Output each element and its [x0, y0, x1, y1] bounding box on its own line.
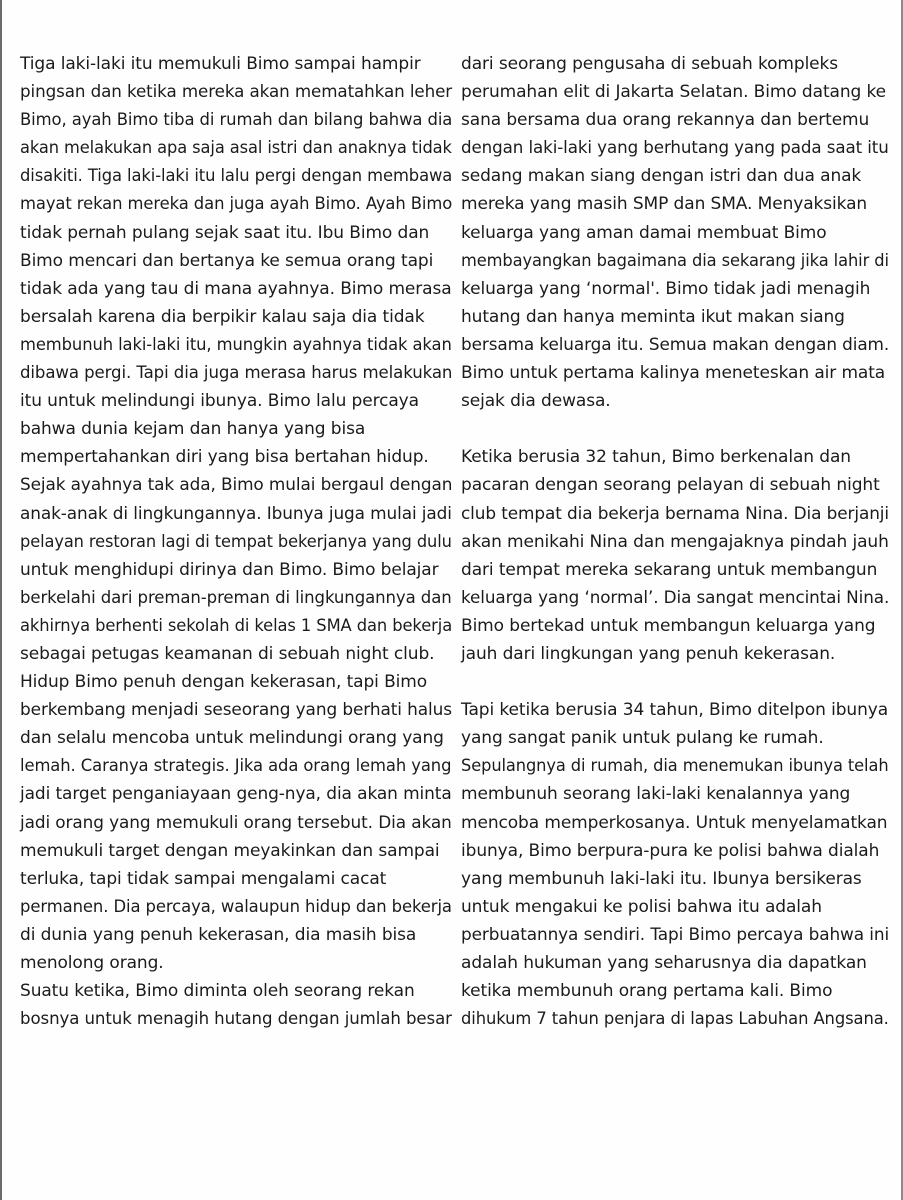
left-paragraph — [20, 50, 452, 1033]
text-line: bersalah karena dia berpikir kalau saja dia tidak — [20, 306, 425, 327]
page-left-border — [0, 0, 2, 1200]
text-line: di dunia yang penuh kekerasan, dia masih bisa — [20, 924, 417, 945]
text-line: adalah hukuman yang seharusnya dia dapatkan — [461, 953, 867, 973]
text-line: perbuatannya sendiri. Tapi Bimo percaya bahwa ini — [461, 924, 890, 945]
text-line: ketika membunuh orang pertama kali. Bimo — [461, 981, 833, 1002]
text-line: dengan laki-laki yang berhutang yang pada saat itu — [461, 138, 889, 159]
text-line: sebagai petugas keamanan di sebuah night club. — [20, 643, 435, 664]
text-line: itu untuk melindungi ibunya. Bimo lalu percaya — [20, 391, 419, 412]
text-line: pacaran dengan seorang pelayan di sebuah night — [461, 475, 880, 496]
text-line: Hidup Bimo penuh dengan kekerasan, tapi Bimo — [20, 672, 428, 693]
text-line: membunuh laki-laki itu, mungkin ayahnya tidak akan — [20, 334, 452, 355]
text-line: hutang dan hanya meminta ikut makan siang — [461, 306, 845, 327]
text-line: Bimo bertekad untuk membangun keluarga yang — [461, 615, 876, 636]
text-line: Sepulangnya di rumah, dia menemukan ibunya telah — [461, 756, 889, 777]
text-line: Bimo, ayah Bimo tiba di rumah dan bilang bahwa dia — [20, 110, 453, 131]
text-line: membunuh seorang laki-laki kenalannya yang — [461, 784, 851, 805]
right-paragraph-3 — [461, 696, 889, 1033]
right-paragraph-1 — [461, 50, 889, 415]
text-line: pelayan restoran lagi di tempat bekerjanya yang dulu — [20, 531, 452, 552]
text-line: yang membunuh laki-laki itu. Ibunya bersikeras — [461, 868, 862, 889]
right-text-column — [461, 50, 889, 1033]
text-line: mereka yang masih SMP dan SMA. Menyaksikan — [461, 194, 868, 215]
text-line: tidak pernah pulang sejak saat itu. Ibu Bimo dan — [20, 222, 430, 243]
text-line: Tapi ketika berusia 34 tahun, Bimo ditelpon ibunya — [461, 700, 889, 721]
text-line: keluarga yang ‘normal'. Bimo tidak jadi menagih — [461, 278, 871, 299]
text-line: yang sangat panik untuk pulang ke rumah. — [461, 728, 824, 749]
text-line: berkelahi dari preman-preman di lingkungannya dan — [20, 587, 452, 608]
text-line: Suatu ketika, Bimo diminta oleh seorang rekan — [20, 981, 415, 1002]
paragraph-gap — [461, 668, 889, 696]
text-line: akan melakukan apa saja asal istri dan anaknya tidak — [20, 138, 452, 159]
text-line: untuk mengakui ke polisi bahwa itu adalah — [461, 896, 822, 917]
text-line: keluarga yang aman damai membuat Bimo — [461, 222, 827, 243]
text-line: lemah. Caranya strategis. Jika ada orang lemah yang — [20, 756, 452, 777]
text-line: akhirnya berhenti sekolah di kelas 1 SMA dan bekerja — [20, 615, 453, 636]
text-line: mempertahankan diri yang bisa bertahan hidup. — [20, 447, 429, 468]
text-line: memukuli target dengan meyakinkan dan sampai — [20, 840, 440, 861]
text-line: permanen. Dia percaya, walaupun hidup dan bekerja — [20, 896, 452, 917]
text-line: bosnya untuk menagih hutang dengan jumlah besar — [20, 1009, 452, 1030]
text-line: mencoba memperkosanya. Untuk menyelamatkan — [461, 812, 888, 833]
text-line: dari tempat mereka sekarang untuk membangun — [461, 559, 878, 580]
left-text-column — [20, 50, 452, 1033]
text-line: pingsan dan ketika mereka akan mematahkan leher — [20, 82, 453, 103]
text-line: Tiga laki-laki itu memukuli Bimo sampai hampir — [20, 54, 421, 74]
text-line: dibawa pergi. Tapi dia juga merasa harus melakukan — [20, 363, 453, 384]
text-line: sedang makan siang dengan istri dan dua anak — [461, 166, 862, 187]
text-line: menolong orang. — [20, 953, 164, 973]
text-line: dihukum 7 tahun penjara di lapas Labuhan Angsana. — [461, 1009, 889, 1030]
text-line: Sejak ayahnya tak ada, Bimo mulai bergaul dengan — [20, 475, 453, 496]
text-line: Bimo untuk pertama kalinya meneteskan air mata — [461, 363, 886, 384]
text-line: jauh dari lingkungan yang penuh kekerasan. — [461, 643, 836, 664]
text-line: club tempat dia bekerja bernama Nina. Dia berjanji — [461, 503, 889, 524]
paragraph-gap — [461, 415, 889, 443]
text-line: anak-anak di lingkungannya. Ibunya juga mulai jadi — [20, 503, 452, 524]
text-line: disakiti. Tiga laki-laki itu lalu pergi dengan membawa — [20, 166, 453, 187]
text-line: ibunya, Bimo berpura-pura ke polisi bahwa dialah — [461, 840, 880, 861]
text-line: jadi orang yang memukuli orang tersebut. Dia akan — [20, 812, 452, 833]
text-line: sejak dia dewasa. — [461, 391, 611, 412]
text-line: terluka, tapi tidak sampai mengalami cacat — [20, 868, 387, 889]
text-line: berkembang menjadi seseorang yang berhati halus — [20, 700, 452, 721]
text-line: jadi target penganiayaan geng-nya, dia akan minta — [20, 784, 452, 805]
text-line: keluarga yang ‘normal’. Dia sangat mencintai Nina. — [461, 587, 890, 608]
text-line: sana bersama dua orang rekannya dan bertemu — [461, 110, 870, 131]
text-line: bersama keluarga itu. Semua makan dengan diam. — [461, 334, 890, 355]
text-line: dan selalu mencoba untuk melindungi orang yang — [20, 728, 444, 749]
text-line: dari seorang pengusaha di sebuah kompleks — [461, 54, 839, 74]
text-line: akan menikahi Nina dan mengajaknya pindah jauh — [461, 531, 889, 552]
text-line: mayat rekan mereka dan juga ayah Bimo. Ayah Bimo — [20, 194, 453, 215]
text-line: untuk menghidupi dirinya dan Bimo. Bimo belajar — [20, 559, 439, 580]
text-line: Bimo mencari dan bertanya ke semua orang tapi — [20, 250, 434, 271]
text-line: perumahan elit di Jakarta Selatan. Bimo datang ke — [461, 82, 886, 103]
text-line: membayangkan bagaimana dia sekarang jika lahir di — [461, 250, 889, 271]
text-line: tidak ada yang tau di mana ayahnya. Bimo merasa — [20, 278, 452, 299]
right-paragraph-2 — [461, 443, 889, 668]
text-line: bahwa dunia kejam dan hanya yang bisa — [20, 419, 366, 440]
text-line: Ketika berusia 32 tahun, Bimo berkenalan dan — [461, 447, 851, 468]
